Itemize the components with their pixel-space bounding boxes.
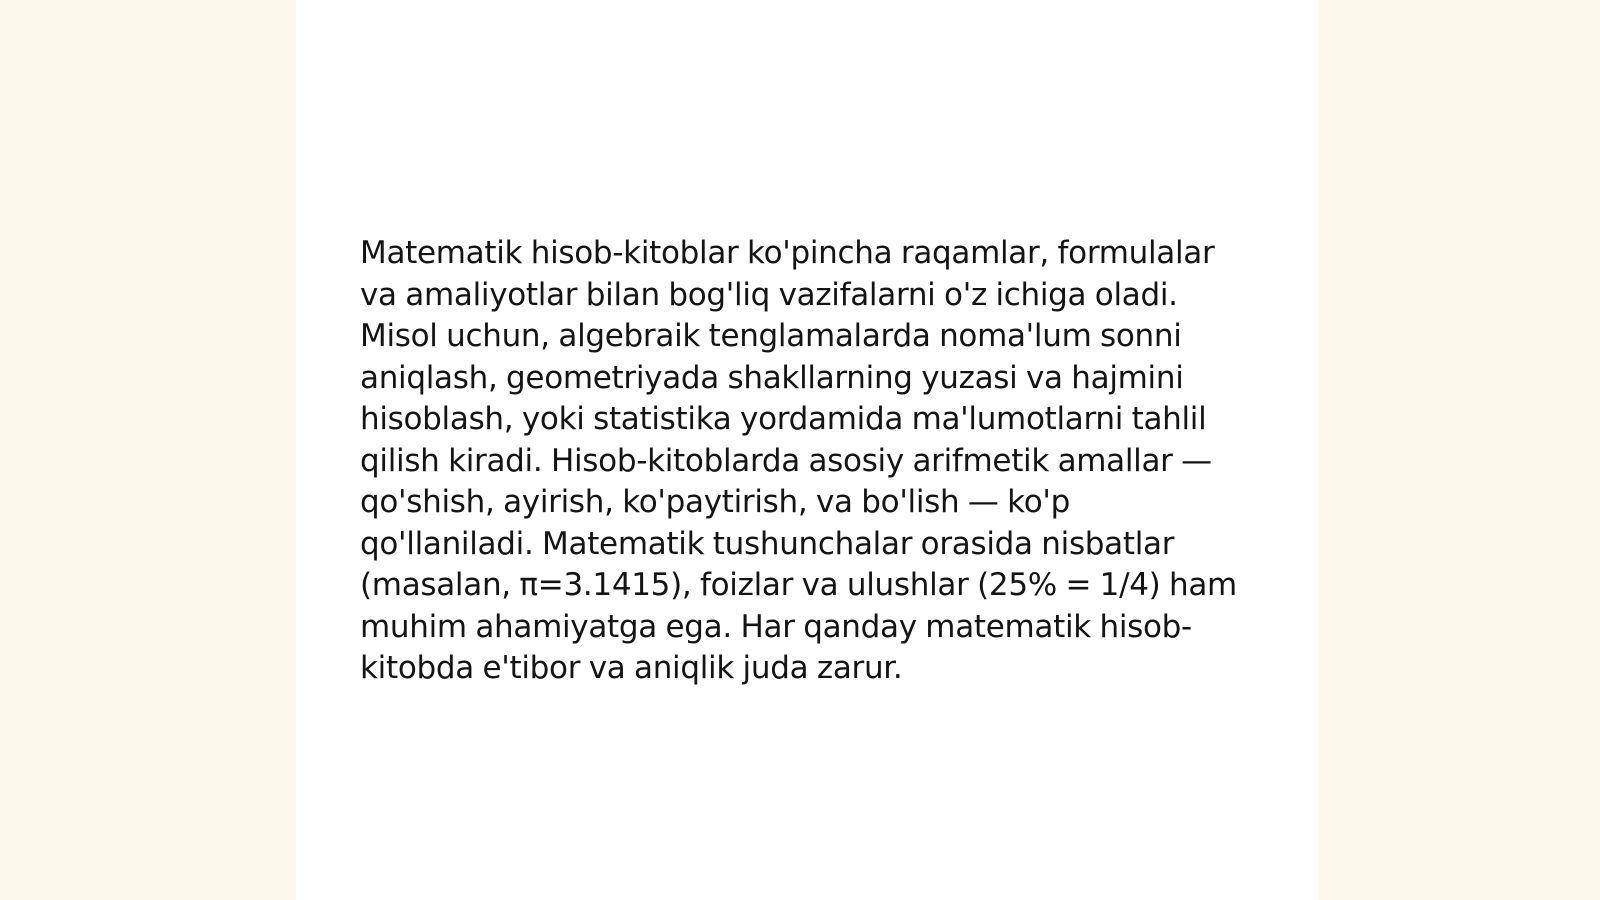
document-page	[296, 0, 1318, 900]
body-paragraph: Matematik hisob-kitoblar ko'pincha raqamlar, formulalar va amaliyotlar bilan bog'liq vazifalarni o'z ichiga oladi. Misol uchun, algebraik tenglamalarda noma'lum sonni aniqlash, geometriyada shakllarning yuzasi va hajmini hisoblash, yoki statistika yordamida ma'lumotlarni tahlil qilish kiradi. Hisob-kitoblarda asosiy arifmetik amallar — qo'shish, ayirish, ko'paytirish, va bo'lish — ko'p qo'llaniladi. Matematik tushunchalar orasida nisbatlar (masalan, π=3.1415), foizlar va ulushlar (25% = 1/4) ham muhim ahamiyatga ega. Har qanday matematik hisob-kitobda e'tibor va aniqlik juda zarur.	[360, 235, 1237, 686]
